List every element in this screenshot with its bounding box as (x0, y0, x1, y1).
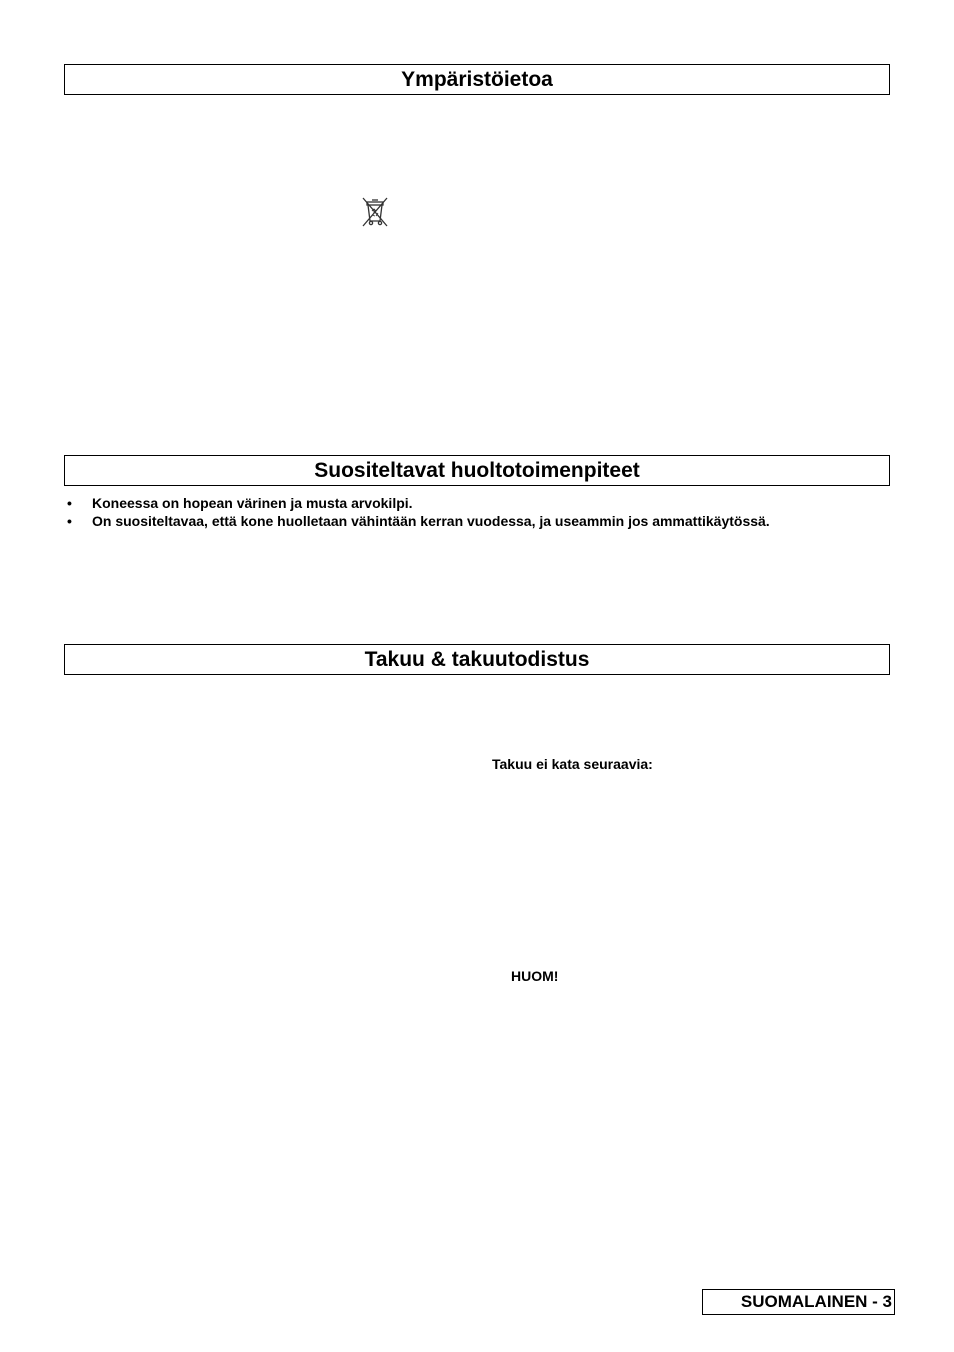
crossed-out-wheelie-bin-icon (360, 196, 390, 228)
bullet-text: On suositeltavaa, että kone huolletaan vähintään kerran vuodessa, ja useammin jos ammattikäytössä. (92, 513, 770, 529)
list-item (64, 512, 890, 530)
bullet-text: Koneessa on hopean värinen ja musta arvokilpi. (92, 495, 413, 511)
section-header-warranty (64, 644, 890, 675)
section-title-warranty: Takuu & takuutodistus (364, 648, 590, 671)
section-header-environment (64, 64, 890, 95)
footer-page-label: SUOMALAINEN - 3 (740, 1292, 892, 1311)
warranty-not-covered-label: Takuu ei kata seuraavia: (492, 756, 653, 772)
bullet-marker: • (67, 495, 72, 511)
warranty-note-label: HUOM! (511, 968, 559, 984)
page-footer (702, 1289, 895, 1315)
section-header-maintenance (64, 455, 890, 486)
list-item (64, 494, 890, 512)
section-title-environment: Ympäristöietoa (401, 68, 553, 91)
section-title-maintenance: Suositeltavat huoltotoimenpiteet (314, 459, 640, 482)
bullet-marker: • (67, 513, 72, 529)
maintenance-bullet-list (64, 494, 890, 530)
